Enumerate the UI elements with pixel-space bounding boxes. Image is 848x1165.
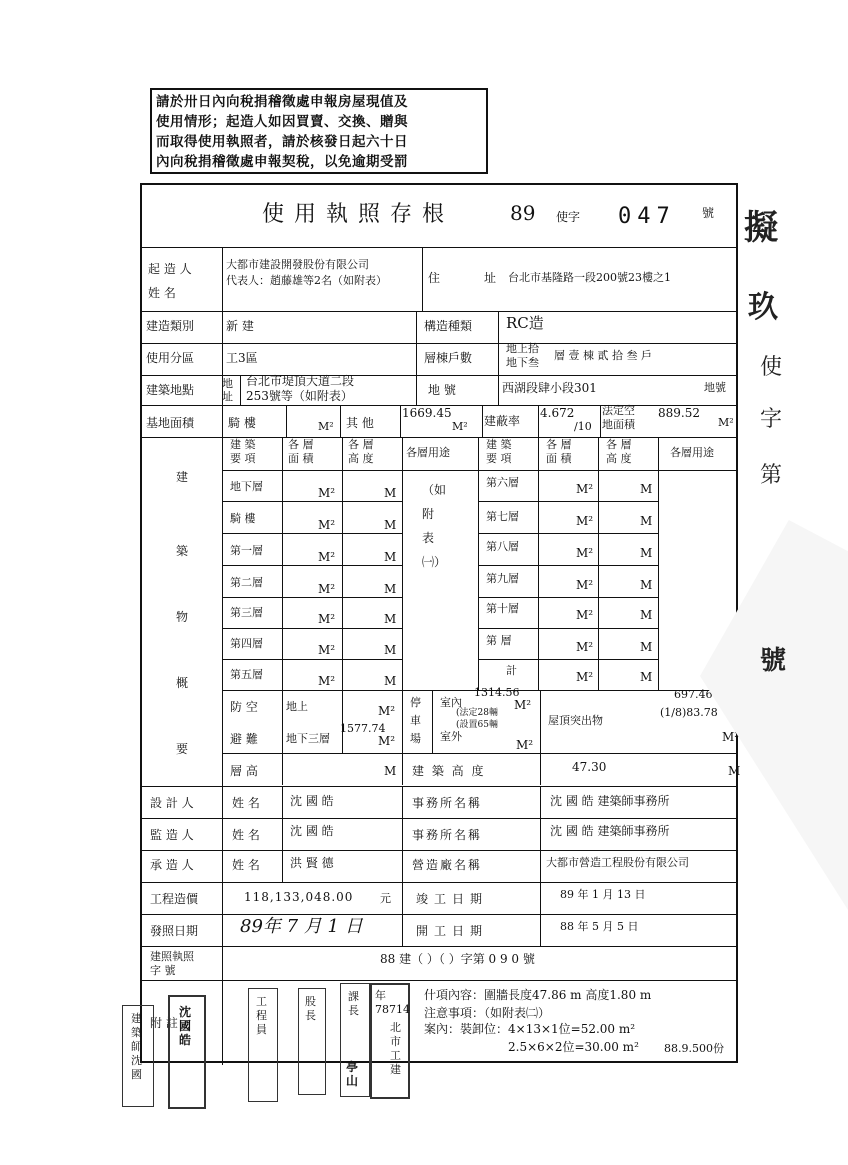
other-area-value: 1669.45 <box>402 406 452 420</box>
edge-char: 號 <box>760 646 787 676</box>
coverage-value: 4.672 <box>540 406 575 420</box>
notes-line3: 案內：裝卸位：4×13×1位=52.00 m² <box>424 1022 636 1036</box>
edge-char: 擬 <box>744 208 778 248</box>
notes-line1: 什項內容：圍牆長度47.86 m 高度1.80 m <box>424 988 652 1002</box>
start-date: 88 年 5 月 5 日 <box>560 920 639 933</box>
floor-right: 第八層 <box>486 540 519 553</box>
title-prefix: 使字 <box>556 210 581 224</box>
structure-value: RC造 <box>506 314 544 332</box>
lot-label: 地 號 <box>428 383 456 397</box>
floor-right: 第六層 <box>486 476 519 489</box>
name-label: 姓 名 <box>232 796 260 810</box>
roof-note: (1/8)83.78 <box>660 706 718 719</box>
header-height-right: 各 層 高 度 <box>606 438 632 465</box>
floor-left: 第二層 <box>230 576 263 589</box>
building-height-label: 建 築 高 度 <box>412 764 486 778</box>
architect-stamp: 建築師沈國 <box>122 1005 154 1107</box>
arcade-label: 騎 樓 <box>228 416 256 430</box>
floor-right: 第九層 <box>486 572 519 585</box>
supervisor-name: 沈 國 皓 <box>290 824 334 838</box>
permit-label: 建照執照 <box>150 950 194 963</box>
side-label: 物 <box>176 610 189 624</box>
edge-char: 玖 <box>748 290 778 325</box>
roof-label: 屋頂突出物 <box>548 714 603 727</box>
structure-label: 構造種類 <box>424 319 473 333</box>
area-unit: M² <box>576 482 594 496</box>
area-unit: M² <box>576 608 594 622</box>
tax-notice <box>150 88 488 174</box>
header-area-left: 各 層 面 積 <box>288 438 314 465</box>
arcade-unit: M² <box>318 420 334 433</box>
area-unit: M² <box>722 730 740 744</box>
cost-unit: 元 <box>380 892 391 905</box>
contractor-name: 洪 賢 德 <box>290 856 334 870</box>
owner-label-2: 姓 名 <box>148 286 176 300</box>
coverage-fraction: /10 <box>574 420 592 433</box>
parking-label-2: 車 <box>410 714 421 727</box>
notice-line: 而取得使用執照者，請於核發日起六十日 <box>156 134 408 150</box>
zoning-value: 工3區 <box>226 351 258 365</box>
height-unit: M <box>384 643 397 657</box>
header-area-right: 各 層 面 積 <box>546 438 572 465</box>
area-unit: M² <box>318 550 336 564</box>
shelter-below-value: 1577.74 <box>340 722 386 735</box>
use-note: （如附表㈠） <box>422 483 447 569</box>
height-unit: M <box>640 514 653 528</box>
name-label: 姓 名 <box>232 858 260 872</box>
side-label: 築 <box>176 544 189 558</box>
lot-value: 西湖段肆小段301 <box>502 381 597 395</box>
height-unit: M <box>384 550 397 564</box>
shelter-label-2: 避 難 <box>230 732 258 746</box>
parking-legal-count: (法定28輛 <box>456 708 498 718</box>
floors-count: 層 壹 棟 貳 拾 叁 戶 <box>554 349 652 362</box>
area-unit: M² <box>318 674 336 688</box>
height-unit: M <box>384 764 397 778</box>
other-unit: M² <box>452 420 468 433</box>
build-type-label: 建造類別 <box>146 319 195 333</box>
floor-right: 第十層 <box>486 602 519 615</box>
owner-address: 台北市基隆路一段200號23樓之1 <box>508 271 671 284</box>
area-unit: M² <box>378 704 396 718</box>
start-label: 開工日期 <box>416 924 489 938</box>
lot-suffix: 地號 <box>704 381 726 394</box>
permit-value: 88 建（ ）（ ）字第 0 9 0 號 <box>380 952 535 966</box>
page-title: 使用執照存根 <box>262 202 455 227</box>
title-suffix: 號 <box>702 206 715 220</box>
floor-left: 地下層 <box>230 480 263 493</box>
area-unit: M² <box>516 738 534 752</box>
location-addr-2: 253號等（如附表） <box>246 389 353 403</box>
floor-right: 第七層 <box>486 510 519 523</box>
chief-stamp: 股長 <box>298 988 326 1095</box>
area-unit: M² <box>318 612 336 626</box>
title-year: 89 <box>510 201 536 225</box>
parking-label: 停 <box>410 696 421 709</box>
edge-char: 字 <box>760 407 783 432</box>
floors-below: 地下叁 <box>506 356 539 369</box>
area-unit: M² <box>378 734 396 748</box>
header-use-left: 各層用途 <box>406 446 450 459</box>
permit-number: 047 <box>618 204 676 229</box>
location-addr-1: 台北市堤頂大道二段 <box>246 374 355 388</box>
shelter-above: 地上 <box>286 700 308 713</box>
coverage-label: 建蔽率 <box>484 414 521 428</box>
contractor-label: 承 造 人 <box>150 858 194 872</box>
floors-label: 層棟戶數 <box>424 351 473 365</box>
supervisor-firm: 沈 國 皓 建築師事務所 <box>550 824 670 838</box>
office-seal: 年78714 北市工建 <box>370 983 410 1099</box>
notes-line2: 注意事項：（如附表㈡） <box>424 1006 551 1020</box>
header-item-left: 建 築 要 項 <box>230 438 256 465</box>
supervisor-label: 監 造 人 <box>150 828 194 842</box>
side-label: 建 <box>176 470 189 484</box>
area-unit: M² <box>514 698 532 712</box>
name-label: 姓 名 <box>232 828 260 842</box>
owner-representative: 代表人：趙藤雄等2名（如附表） <box>226 274 387 287</box>
header-height-left: 各 層 高 度 <box>348 438 374 465</box>
floor-left: 第三層 <box>230 606 263 619</box>
shelter-below: 地下三層 <box>286 732 330 745</box>
height-unit: M <box>640 670 653 684</box>
issue-label: 發照日期 <box>150 924 199 938</box>
height-unit: M <box>640 578 653 592</box>
parking-indoor: 室內 <box>440 696 462 709</box>
section-stamp: 課長 <box>340 983 370 1097</box>
area-unit: M² <box>318 486 336 500</box>
header-item-right: 建 築 要 項 <box>486 438 512 465</box>
height-unit: M <box>384 612 397 626</box>
issue-date: 89年 7 月 1 日 <box>240 916 363 937</box>
building-height-value: 47.30 <box>572 760 607 774</box>
address-label: 住 <box>428 271 441 285</box>
area-unit: M² <box>576 640 594 654</box>
area-unit: M² <box>576 670 594 684</box>
permit-label-2: 字 號 <box>150 964 176 977</box>
height-unit: M <box>384 486 397 500</box>
floor-left: 第五層 <box>230 668 263 681</box>
area-unit: M² <box>576 514 594 528</box>
signature-seal: 亭山 <box>346 1060 359 1088</box>
contractor-firm: 大都市營造工程股份有限公司 <box>546 856 689 869</box>
floor-left: 第四層 <box>230 637 263 650</box>
floor-left: 騎 樓 <box>230 512 256 525</box>
other-label: 其 他 <box>346 416 374 430</box>
height-unit: M <box>384 674 397 688</box>
engineer-stamp: 工程員 <box>248 988 278 1102</box>
height-unit: M <box>640 640 653 654</box>
firm-label: 事務所名稱 <box>412 828 483 842</box>
cost-value: 118,133,048.00 <box>244 890 354 904</box>
edge-char: 使 <box>760 355 783 380</box>
zoning-label: 使用分區 <box>146 351 195 365</box>
edge-char: 第 <box>760 463 783 488</box>
architect-seal: 沈國皓 <box>168 995 206 1109</box>
area-unit: M² <box>576 546 594 560</box>
notice-line: 請於卅日內向稅捐稽徵處申報房屋現值及 <box>156 94 408 110</box>
print-mark: 88.9.500份 <box>664 1042 724 1055</box>
address-label-2: 址 <box>484 271 497 285</box>
legal-open-label-2: 地面積 <box>602 418 635 431</box>
area-unit: M² <box>318 518 336 532</box>
parking-outdoor: 室外 <box>440 730 462 743</box>
height-unit: M <box>640 546 653 560</box>
designer-firm: 沈 國 皓 建築師事務所 <box>550 794 670 808</box>
area-unit: M² <box>318 643 336 657</box>
completion-label: 竣工日期 <box>416 892 489 906</box>
firm-label: 營造廠名稱 <box>412 858 483 872</box>
storey-height-label: 層 高 <box>230 764 258 778</box>
roof-value: 697.46 <box>674 688 713 701</box>
owner-label: 起 造 人 <box>148 262 192 276</box>
floor-right: 第 層 <box>486 634 512 647</box>
height-unit: M <box>384 518 397 532</box>
notice-line: 使用情形；起造人如因買賣、交換、贈與 <box>156 114 408 130</box>
site-area-label: 基地面積 <box>146 416 195 430</box>
floor-right: 計 <box>506 664 517 677</box>
legal-open-unit: M² <box>718 416 734 429</box>
designer-name: 沈 國 皓 <box>290 794 334 808</box>
area-unit: M² <box>318 582 336 596</box>
area-unit: M² <box>576 578 594 592</box>
location-label: 建築地點 <box>146 383 195 397</box>
height-unit: M <box>640 608 653 622</box>
completion-date: 89 年 1 月 13 日 <box>560 888 646 901</box>
header-use-right: 各層用途 <box>670 446 714 459</box>
shelter-label: 防 空 <box>230 700 258 714</box>
parking-set-count: (設置65輛 <box>456 720 498 730</box>
owner-company: 大都市建設開發股份有限公司 <box>226 258 369 271</box>
designer-label: 設 計 人 <box>150 796 194 810</box>
height-unit: M <box>640 482 653 496</box>
floor-left: 第一層 <box>230 544 263 557</box>
notice-line: 內向稅捐稽徵處申報契稅，以免逾期受罰 <box>156 154 408 170</box>
side-label: 概 <box>176 676 189 690</box>
parking-indoor-value: 1314.56 <box>474 686 520 699</box>
side-label: 要 <box>176 742 189 756</box>
cost-label: 工程造價 <box>150 892 199 906</box>
legal-open-label: 法定空 <box>602 404 635 417</box>
build-type-value: 新 建 <box>226 319 254 333</box>
legal-open-value: 889.52 <box>658 406 700 420</box>
parking-label-3: 場 <box>410 732 421 745</box>
notes-line4: 2.5×6×2位=30.00 m² <box>508 1040 639 1054</box>
firm-label: 事務所名稱 <box>412 796 483 810</box>
height-unit: M <box>384 582 397 596</box>
notes-label: 附 註 <box>150 1016 178 1030</box>
height-unit: M <box>728 764 741 778</box>
floors-above: 地上拾 <box>506 342 539 355</box>
location-addr-tag: 地址 <box>222 377 233 403</box>
